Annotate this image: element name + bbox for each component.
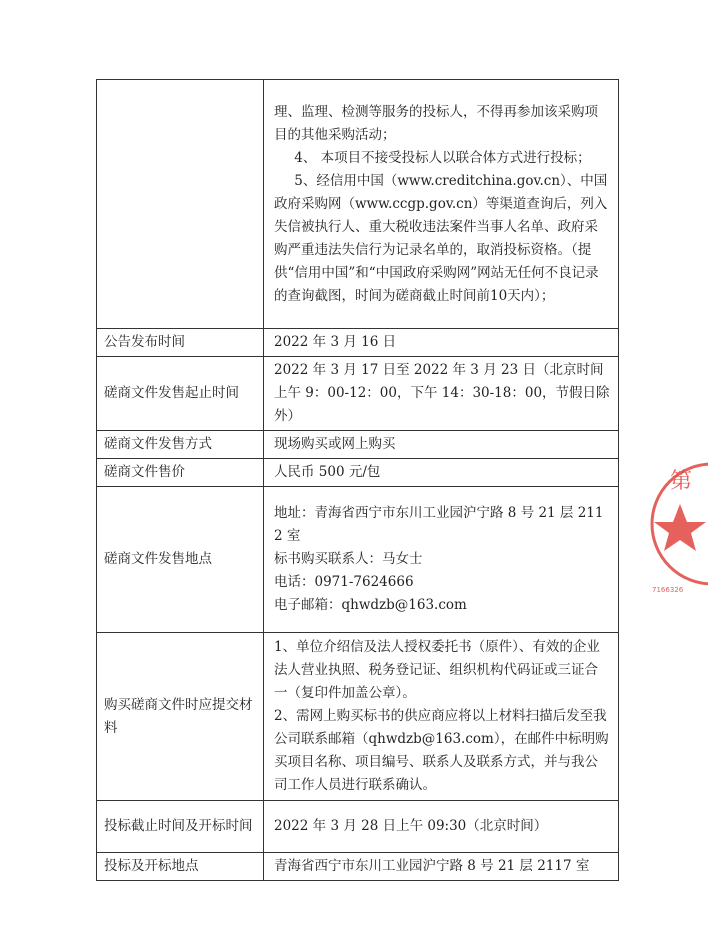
empty-label-cell (97, 80, 264, 329)
sale-method-value: 现场购买或网上购买 (264, 431, 619, 459)
requirement-line: 理、监理、检测等服务的投标人，不得再参加该采购项目的其他采购活动； (274, 103, 598, 143)
phone-text: 电话：0971-7624666 (274, 574, 414, 590)
row-label: 磋商文件发售地点 (97, 487, 264, 633)
table-row (97, 357, 619, 431)
requirement-line: 5、经信用中国（www.creditchina.gov.cn）、中国政府采购网（www.ccgp.gov.cn）等渠道查询后，列入失信被执行人、重大税收违法案件当事人名单、政府采购严重违法失信行为记录名单的，取消投标资格。（提供“信用中国”和“中国政府采购网”网站无任何不良记录的查询截图，时间为磋商截止时间前10天内）； (274, 172, 608, 304)
seal-star-icon (654, 504, 706, 551)
tender-info-table (96, 79, 619, 881)
table-row (97, 80, 619, 329)
table-row (97, 633, 619, 801)
email-text: 电子邮箱：qhwdzb@163.com (274, 597, 467, 613)
row-label: 购买磋商文件时应提交材料 (97, 633, 264, 801)
row-label: 磋商文件发售方式 (97, 431, 264, 459)
contact-text: 标书购买联系人：马女士 (274, 551, 423, 567)
row-label: 投标及开标地点 (97, 853, 264, 881)
requirement-line: 4、 本项目不接受投标人以联合体方式进行投标； (294, 149, 591, 166)
price-value: 人民币 500 元/包 (264, 459, 619, 487)
deadline-value: 2022 年 3 月 28 日上午 09:30（北京时间） (264, 801, 619, 853)
sale-location-cell (264, 487, 619, 633)
table-row (97, 459, 619, 487)
requirements-cell (264, 80, 619, 329)
row-label: 磋商文件售价 (97, 459, 264, 487)
row-label: 投标截止时间及开标时间 (97, 801, 264, 853)
table-row (97, 853, 619, 881)
sale-period-value: 2022 年 3 月 17 日至 2022 年 3 月 23 日（北京时间上午 9：00-12：00，下午 14：30-18：00，节假日除外） (264, 357, 619, 431)
publish-time-value: 2022 年 3 月 16 日 (264, 329, 619, 357)
table-row (97, 431, 619, 459)
opening-location-value: 青海省西宁市东川工业园沪宁路 8 号 21 层 2117 室 (264, 853, 619, 881)
seal-number: 7166326 (652, 586, 684, 594)
row-label: 公告发布时间 (97, 329, 264, 357)
materials-item: 1、单位介绍信及法人授权委托书（原件）、有效的企业法人营业执照、税务登记证、组织机构代码证或三证合一（复印件加盖公章）。 (274, 639, 600, 701)
table-row (97, 329, 619, 357)
address-text: 地址：青海省西宁市东川工业园沪宁路 8 号 21 层 2112 室 (274, 505, 604, 544)
official-seal (650, 452, 708, 602)
row-label: 磋商文件发售起止时间 (97, 357, 264, 431)
table-row (97, 487, 619, 633)
seal-char: 第 (670, 469, 693, 494)
materials-item: 2、需网上购买标书的供应商应将以上材料扫描后发至我公司联系邮箱（qhwdzb@163.com），在邮件中标明购买项目名称、项目编号、联系人及联系方式，并与我公司工作人员进行联系确认。 (274, 708, 609, 793)
materials-cell (264, 633, 619, 801)
table-row (97, 801, 619, 853)
